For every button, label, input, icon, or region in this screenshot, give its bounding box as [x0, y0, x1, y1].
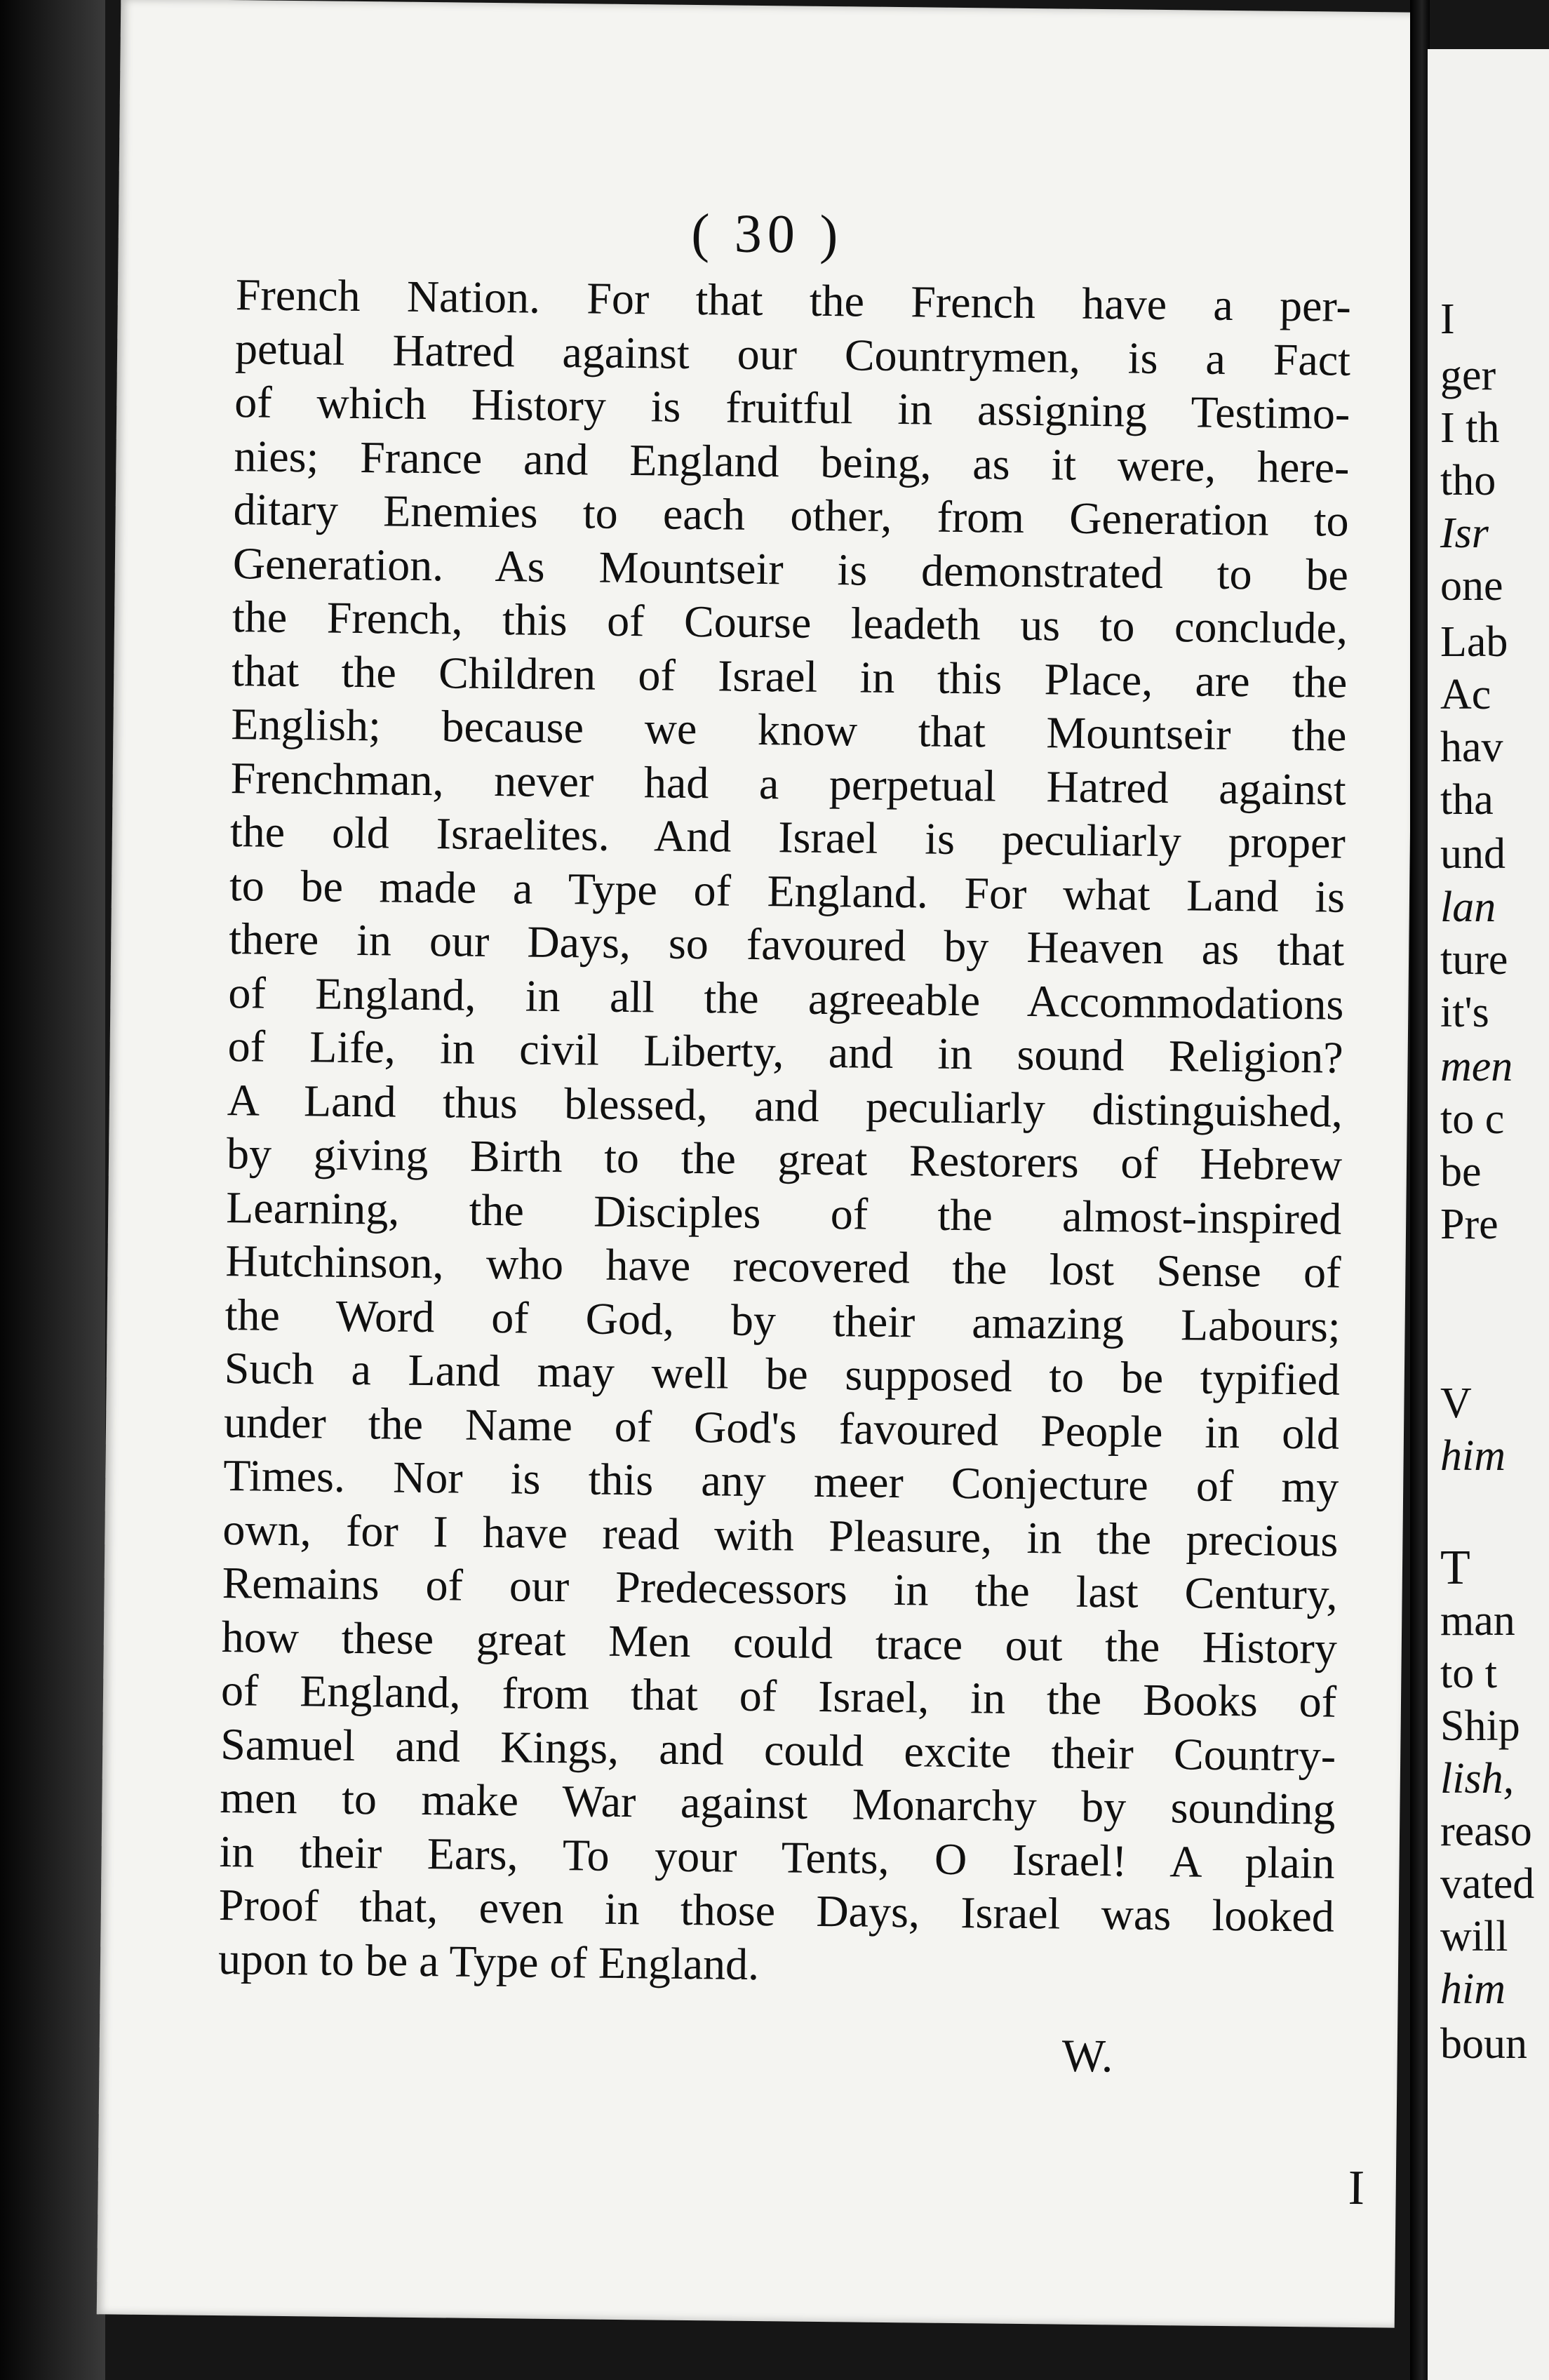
text-line: French Nation. For that the French have a per-	[235, 269, 1352, 331]
text-line: own, for I have read with Pleasure, in the precious	[222, 1504, 1339, 1566]
facing-text-fragment: to c	[1440, 1095, 1505, 1143]
facing-text-fragment: men	[1440, 1043, 1513, 1090]
text-line: that the Children of Israel in this Place, are the	[231, 645, 1348, 707]
facing-text-fragment: V	[1440, 1379, 1472, 1427]
text-line: of which History is fruitful in assigning Testimo-	[234, 377, 1350, 439]
text-line: Times. Nor is this any meer Conjecture of my	[222, 1450, 1339, 1512]
facing-text-fragment: ger	[1440, 352, 1496, 399]
text-line: there in our Days, so favoured by Heaven as that	[228, 914, 1345, 975]
facing-text-fragment: man	[1440, 1597, 1515, 1645]
page-number: ( 30 )	[690, 201, 844, 265]
book-gutter	[1410, 0, 1430, 2380]
facing-text-fragment: him	[1440, 1432, 1506, 1480]
text-line: men to make War against Monarchy by sounding	[220, 1772, 1336, 1834]
facing-text-fragment: tho	[1440, 457, 1496, 504]
text-line: ditary Enemies to each other, from Generation to	[233, 484, 1350, 546]
text-line: Proof that, even in those Days, Israel was looked	[218, 1880, 1335, 1941]
facing-text-fragment: lish,	[1440, 1755, 1515, 1803]
text-line: upon to be a Type of England.	[217, 1933, 760, 1989]
facing-text-fragment: Ac	[1440, 671, 1491, 718]
book-page	[97, 0, 1419, 2328]
facing-text-fragment: to t	[1440, 1650, 1497, 1697]
text-line: the Word of God, by their amazing Labours;	[224, 1289, 1341, 1351]
facing-text-fragment: Isr	[1440, 509, 1489, 557]
catchword: W.	[1061, 2030, 1113, 2082]
text-line: under the Name of God's favoured People in old	[223, 1396, 1340, 1459]
text-line: Such a Land may well be supposed to be typified	[224, 1343, 1341, 1405]
text-line: English; because we know that Mountseir the	[231, 699, 1347, 761]
text-line: by giving Birth to the great Restorers of Hebrew	[226, 1128, 1343, 1190]
text-line: Frenchman, never had a perpetual Hatred against	[230, 752, 1347, 815]
facing-text-fragment: him	[1440, 1965, 1506, 2013]
text-line: in their Ears, To your Tents, O Israel! A plain	[219, 1826, 1335, 1888]
text-line: petual Hatred against our Countrymen, is a Fact	[234, 323, 1351, 385]
facing-text-fragment: I	[1440, 295, 1455, 343]
text-line: Generation. As Mountseir is demonstrated to be	[232, 537, 1349, 600]
facing-text-fragment: will	[1440, 1913, 1508, 1960]
text-line: A Land thus blessed, and peculiarly distinguished,	[227, 1074, 1343, 1137]
facing-text-fragment: Pre	[1440, 1201, 1498, 1248]
facing-text-fragment: ture	[1440, 936, 1508, 984]
facing-text-fragment: Lab	[1440, 618, 1508, 666]
text-line: Hutchinson, who have recovered the lost Sense of	[225, 1236, 1341, 1297]
facing-page-fragment	[1428, 49, 1549, 2380]
body-text	[218, 268, 1352, 1998]
text-line: how these great Men could trace out the History	[221, 1611, 1338, 1673]
signature-mark: I	[1348, 2160, 1365, 2216]
text-line: nies; France and England being, as it were, here-	[234, 430, 1350, 493]
facing-text-fragment: T	[1440, 1541, 1470, 1595]
facing-text-fragment: hav	[1440, 723, 1503, 771]
facing-text-fragment: one	[1440, 562, 1503, 610]
text-line: the old Israelites. And Israel is peculiarly proper	[229, 806, 1346, 868]
facing-text-fragment: be	[1440, 1148, 1482, 1196]
facing-text-fragment: vated	[1440, 1860, 1535, 1908]
facing-text-fragment: it's	[1440, 989, 1489, 1036]
text-line: of England, from that of Israel, in the Books of	[220, 1665, 1337, 1727]
text-line: Learning, the Disciples of the almost-inspired	[225, 1182, 1342, 1244]
facing-text-fragment: boun	[1440, 2020, 1527, 2068]
left-book-edge	[0, 0, 105, 2380]
facing-text-fragment: I th	[1440, 404, 1500, 452]
facing-text-fragment: Ship	[1440, 1702, 1520, 1750]
facing-text-fragment: tha	[1440, 776, 1494, 824]
text-line: to be made a Type of England. For what Land is	[229, 860, 1346, 922]
facing-text-fragment: und	[1440, 830, 1506, 878]
facing-text-fragment: lan	[1440, 883, 1496, 931]
text-line: Samuel and Kings, and could excite their Country-	[220, 1718, 1336, 1781]
facing-text-fragment: reaso	[1440, 1807, 1532, 1855]
text-line: of England, in all the agreeable Accommodations	[228, 967, 1344, 1029]
text-line: the French, this of Course leadeth us to conclude,	[232, 591, 1348, 653]
text-line: Remains of our Predecessors in the last Century,	[222, 1558, 1338, 1619]
text-line: of Life, in civil Liberty, and in sound Religion?	[227, 1021, 1343, 1083]
